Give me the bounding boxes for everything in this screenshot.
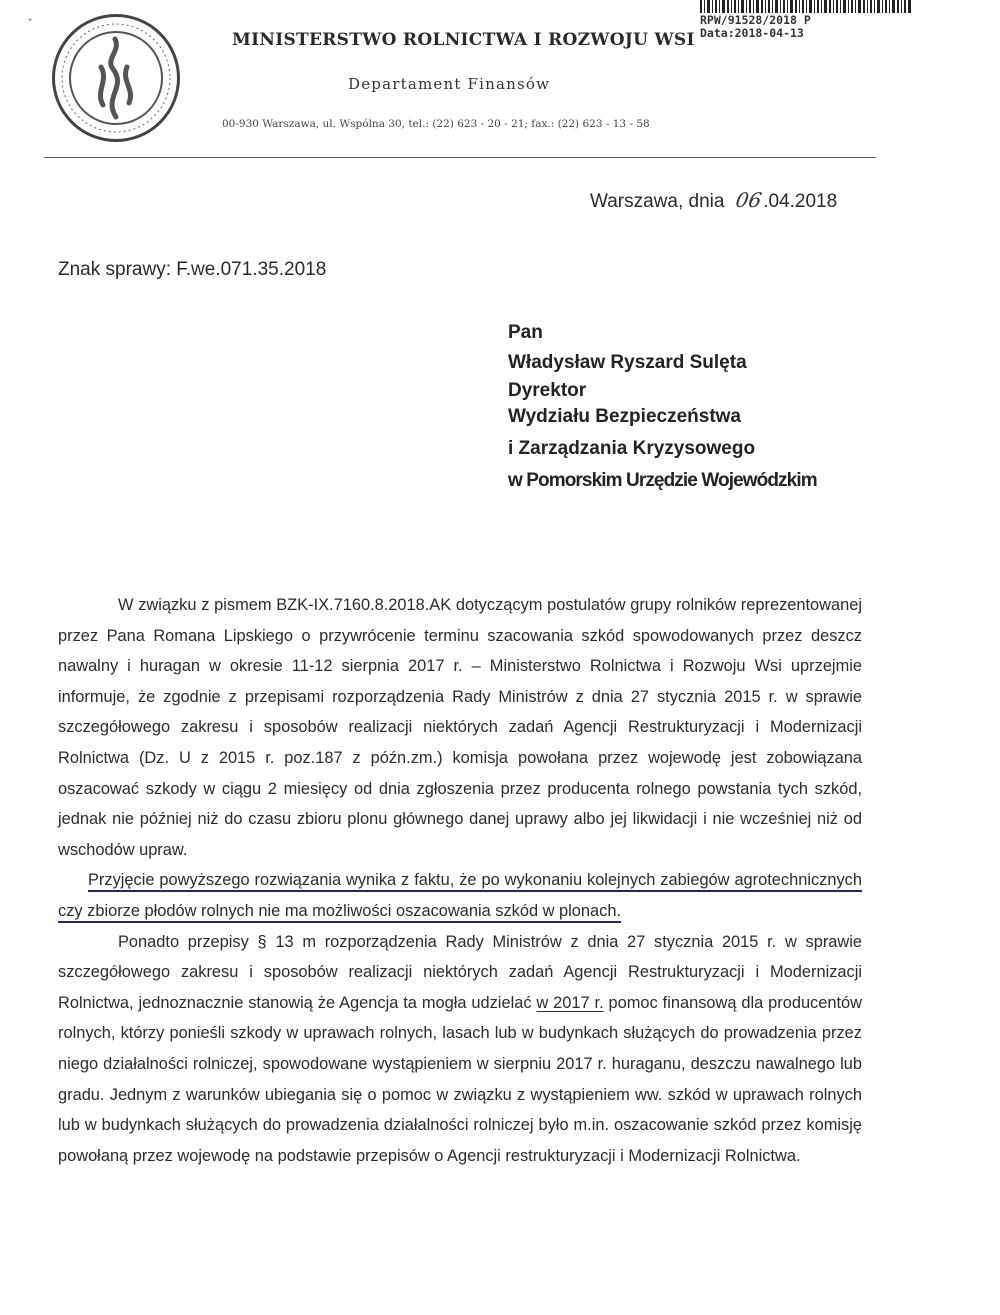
ministry-address: 00-930 Warszawa, ul. Wspólna 30, tel.: (22) 623 - 20 - 21; fax.: (22) 623 - 13 - 58 (222, 118, 650, 130)
date-prefix: Warszawa, dnia (590, 191, 725, 212)
paragraph3-part-a: Ponadto przepisy § 13 m rozporządzenia Rady Ministrów z dnia 27 stycznia 2015 r. w sprawie szczegółowego zakresu i sposobów realizacji niektórych zadań Agencji Restrukturyzacji i Modernizacji Rolnictwa, jednoznacznie stanowią że Agencja ta mogła udzielać (58, 932, 862, 1012)
date-rest: .04.2018 (763, 191, 838, 212)
department-name: Departament Finansów (348, 75, 551, 93)
underlined-passage: Przyjęcie powyższego rozwiązania wynika z faktu, że po wykonaniu kolejnych zabiegów agrotechnicznych czy zbiorze płodów rolnych nie ma możliwości oszacowania szkód w plonach. (58, 871, 862, 920)
recipient-unit-line1: Wydziału Bezpieczeństwa (508, 406, 741, 427)
recipient-title: Dyrektor (508, 380, 587, 401)
stamp-reference: RPW/91528/2018 P (700, 13, 811, 27)
recipient-name: Władysław Ryszard Sulęta (508, 352, 747, 373)
recipient-unit-line2: i Zarządzania Kryzysowego (508, 438, 756, 459)
body-paragraph-2 (58, 865, 862, 926)
corner-mark: " (28, 18, 33, 28)
recipient-salutation: Pan (508, 322, 543, 343)
header-divider (44, 157, 876, 158)
registration-stamp (700, 14, 912, 40)
body-paragraph-1: W związku z pismem BZK-IX.7160.8.2018.AK dotyczącym postulatów grupy rolników reprezentowanej przez Pana Romana Lipskiego o przywrócenie terminu szacowania szkód spowodowanych przez deszcz nawalny i huragan w okresie 11-12 sierpnia 2017 r. – Ministerstwo Rolnictwa i Rozwoju Wsi uprzejmie informuje, że zgodnie z przepisami rozporządzenia Rady Ministrów z dnia 27 stycznia 2015 r. w sprawie szczegółowego zakresu i sposobów realizacji niektórych zadań Agencji Restrukturyzacji i Modernizacji Rolnictwa (Dz. U z 2015 r. poz.187 z późn.zm.) komisja powołana przez wojewodę jest zobowiązana oszacować szkody w ciągu 2 miesięcy od dnia zgłoszenia przez producenta rolnego powstania tych szkód, jednak nie później niż do czasu zbioru plonu głównego danej uprawy albo jej likwidacji i nie wcześniej niż od wschodów upraw. (58, 596, 862, 859)
barcode-icon (700, 0, 912, 13)
recipient-block (508, 318, 817, 496)
case-number: Znak sprawy: F.we.071.35.2018 (58, 259, 327, 280)
ministry-emblem-logo (52, 14, 180, 142)
body-paragraph-3 (58, 927, 862, 1172)
wheat-ear-icon (55, 17, 177, 139)
letter-date (590, 188, 837, 213)
recipient-office: w Pomorskim Urzędzie Wojewódzkim (508, 470, 817, 491)
ministry-name: MINISTERSTWO ROLNICTWA I ROZWOJU WSI (232, 30, 695, 50)
paragraph3-part-b: pomoc finansową dla producentów rolnych, którzy ponieśli szkody w uprawach rolnych, lasach lub w budynkach służących do prowadzenia przez niego działalności rolniczej, spowodowane wystąpieniem w sierpniu 2017 r. huraganu, deszczu nawalnego lub gradu. Jednym z warunków ubiegania się o pomoc w związku z wystąpieniem ww. szkód w uprawach rolnych lub w budynkach służących do prowadzenia działalności rolniczej było m.in. oszacowanie szkód przez komisję powołaną przez wojewodę na podstawie przepisów o Agencji restrukturyzacji i Modernizacji Rolnictwa. (58, 993, 862, 1165)
stamp-date: Data:2018-04-13 (700, 26, 804, 40)
letter-body (58, 590, 862, 1171)
date-day-handwritten: 06 (733, 188, 764, 212)
paragraph3-underlined-year: w 2017 r. (536, 993, 604, 1012)
